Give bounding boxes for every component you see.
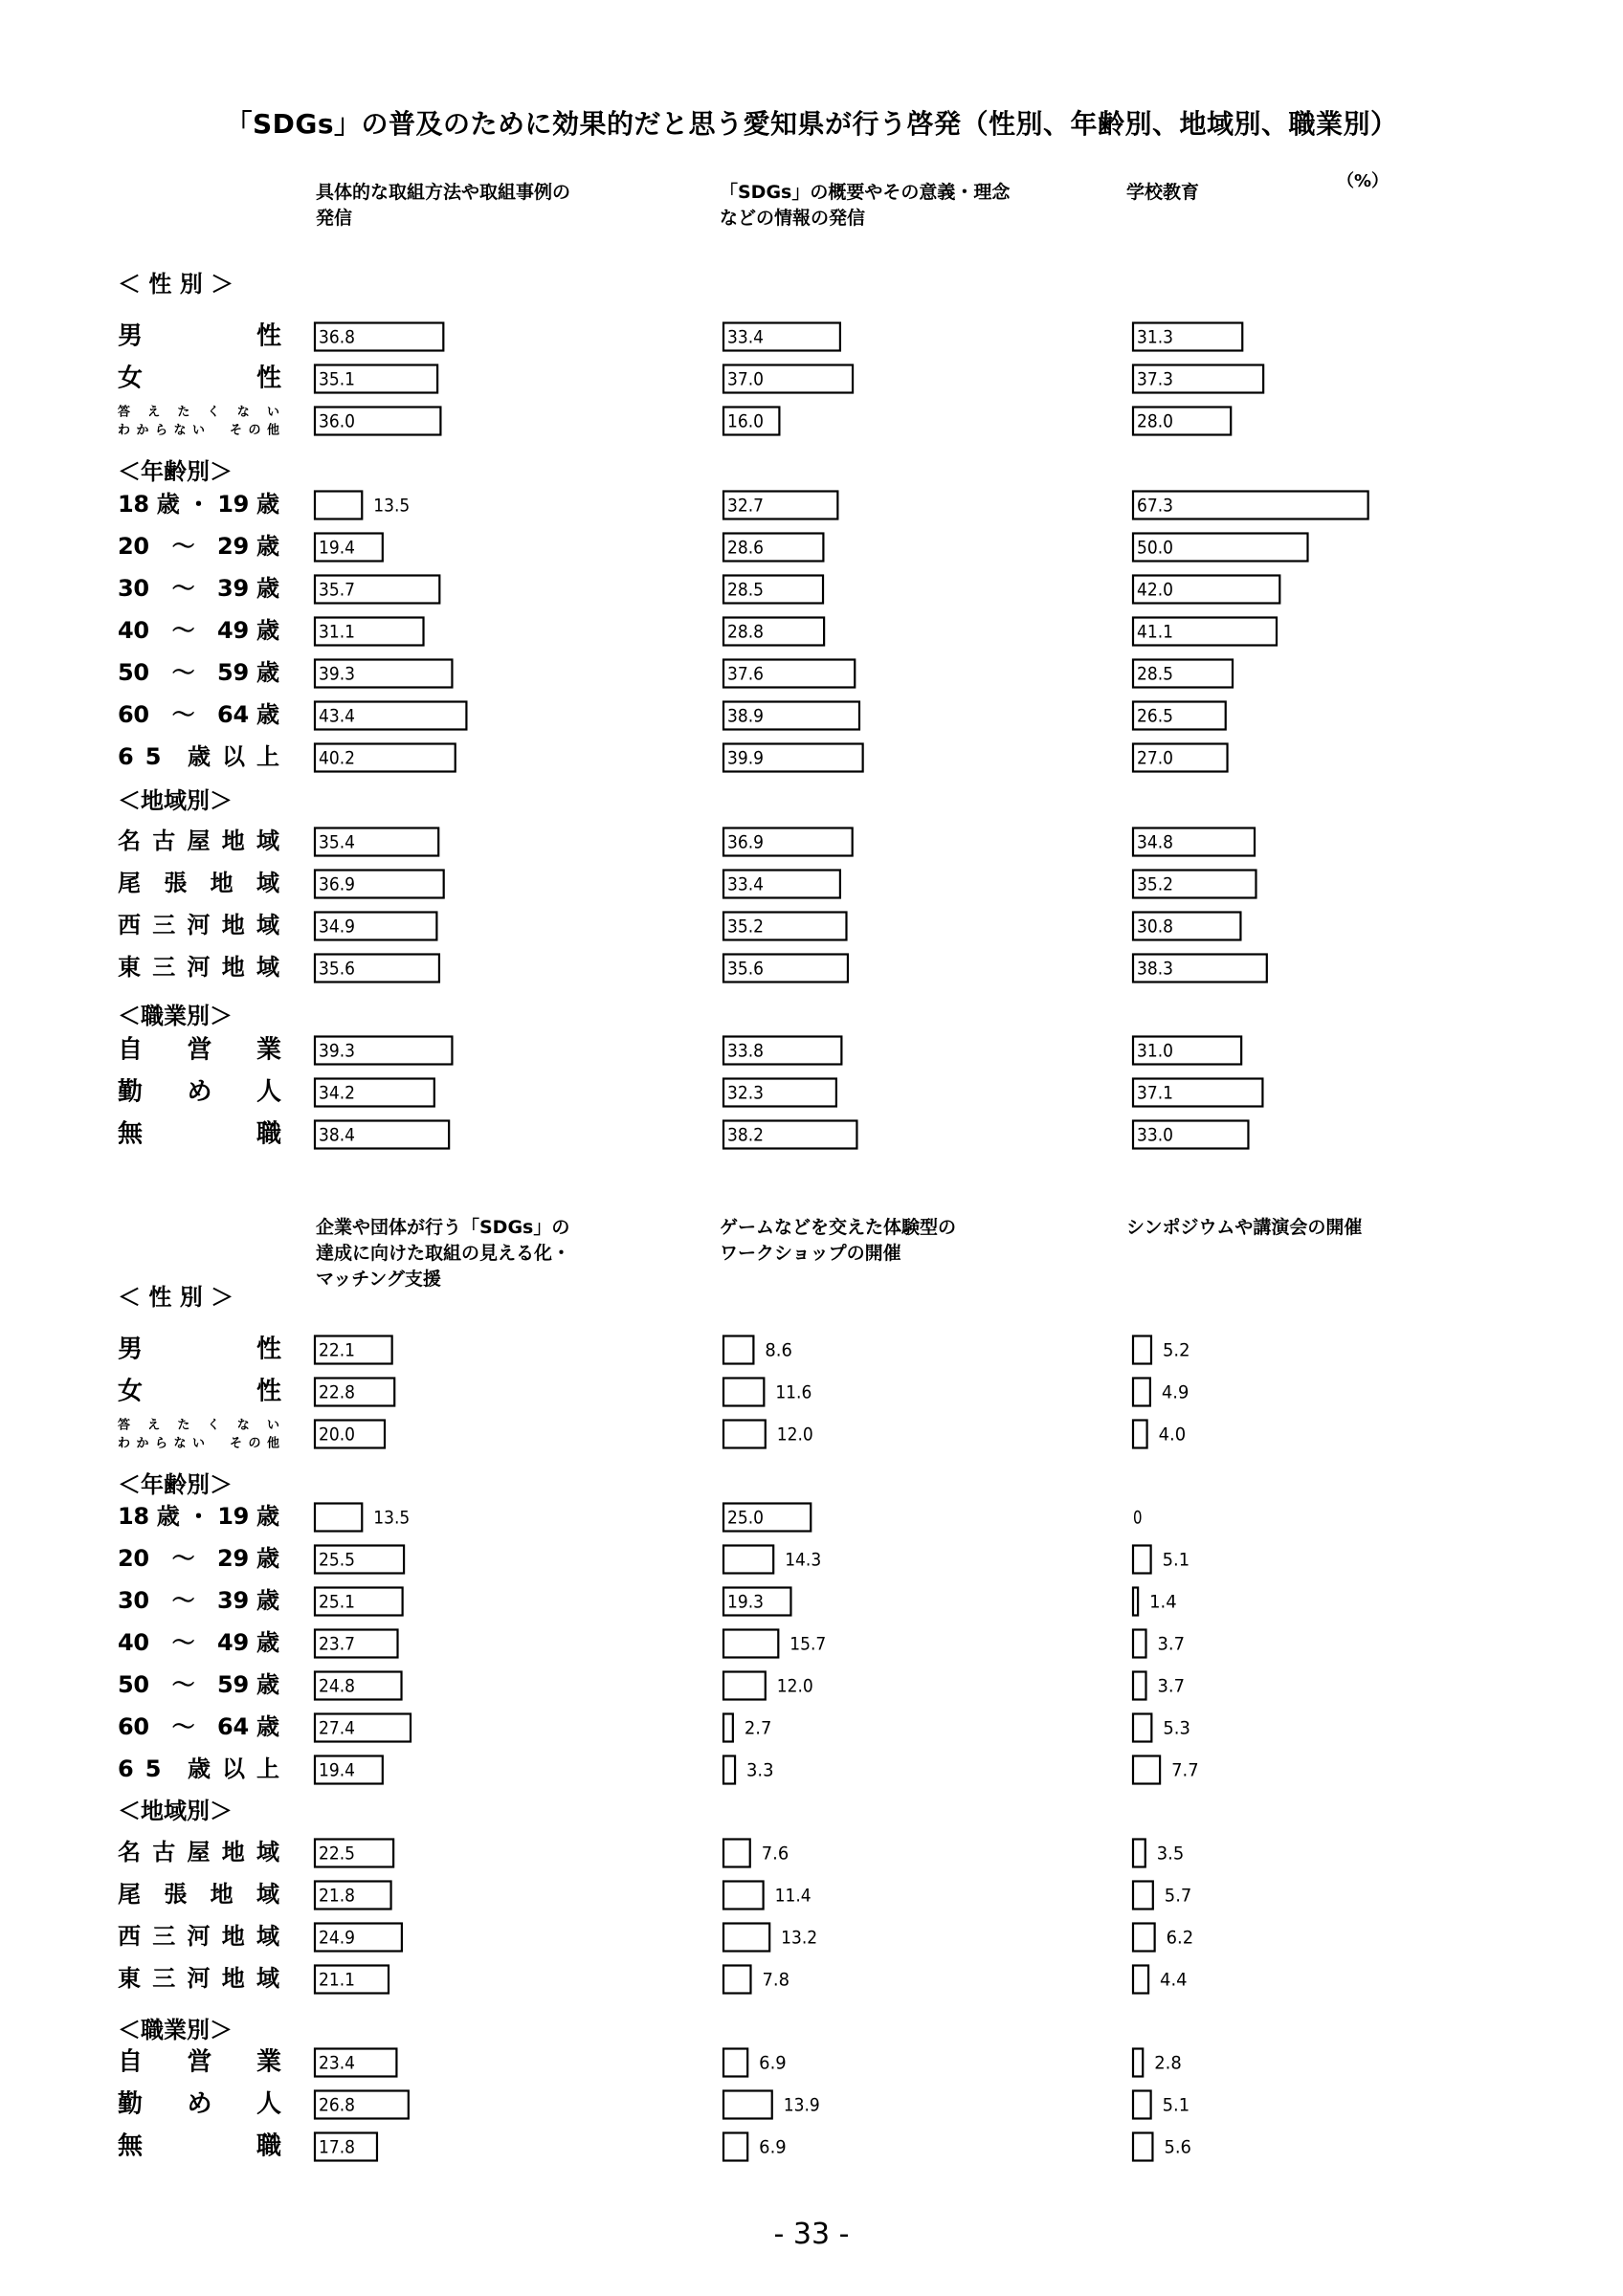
- upper-row-label-0-char-1: 性: [256, 321, 282, 351]
- lower-bar-s2-r7: [1133, 1672, 1146, 1700]
- lower-value-label-s0-r13: 21.1: [319, 1969, 355, 1991]
- lower-bar-s1-r9: [723, 1756, 735, 1784]
- lower-row-label-2-line2: わからない その他: [118, 1436, 279, 1451]
- upper-row-label-7: 50 ～ 59 歳: [118, 659, 279, 686]
- lower-bar-s1-r14: [723, 2049, 747, 2077]
- upper-header-3: 学校教育: [1126, 182, 1200, 203]
- upper-row-label-15-char-2: 人: [256, 1077, 282, 1107]
- lower-value-label-s2-r2: 4.0: [1158, 1424, 1187, 1446]
- upper-value-label-s1-r1: 37.0: [727, 368, 764, 390]
- lower-value-label-s2-r8: 5.3: [1163, 1717, 1190, 1739]
- upper-value-label-s0-r7: 39.3: [319, 663, 355, 685]
- lower-header-3: シンポジウムや講演会の開催: [1126, 1217, 1363, 1238]
- lower-row-label-1-char-1: 性: [256, 1377, 282, 1406]
- upper-row-label-15-char-1: め: [187, 1077, 212, 1107]
- lower-bar-s1-r10: [723, 1840, 750, 1867]
- upper-value-label-s0-r15: 34.2: [319, 1082, 355, 1104]
- lower-value-label-s0-r4: 25.5: [319, 1549, 355, 1571]
- upper-value-label-s2-r4: 50.0: [1137, 537, 1173, 559]
- upper-value-label-s0-r16: 38.4: [319, 1124, 355, 1146]
- upper-value-label-s0-r12: 34.9: [319, 916, 355, 938]
- lower-bar-s2-r14: [1133, 2049, 1143, 2077]
- lower-value-label-s0-r9: 19.4: [319, 1759, 355, 1781]
- lower-value-label-s2-r0: 5.2: [1162, 1339, 1190, 1361]
- upper-row-label-14-char-0: 自: [118, 1035, 144, 1065]
- lower-bar-s2-r13: [1133, 1966, 1148, 1994]
- upper-value-label-s2-r3: 67.3: [1137, 495, 1173, 517]
- upper-header-2: 「SDGs」の概要やその意義・理念 などの情報の発信: [720, 182, 1011, 229]
- lower-value-label-s1-r16: 6.9: [759, 2136, 787, 2158]
- upper-value-label-s1-r13: 35.6: [727, 958, 764, 980]
- lower-bar-s2-r10: [1133, 1840, 1145, 1867]
- lower-header-1: 企業や団体が行う「SDGs」の 達成に向けた取組の見える化・ マッチング支援: [316, 1217, 571, 1290]
- upper-row-label-16-char-1: 職: [256, 1119, 282, 1149]
- upper-value-label-s2-r12: 30.8: [1137, 916, 1173, 938]
- lower-value-label-s1-r4: 14.3: [785, 1549, 822, 1571]
- lower-row-label-15-char-2: 人: [256, 2089, 282, 2119]
- upper-row-label-1-char-1: 性: [256, 364, 282, 393]
- lower-bar-s2-r15: [1133, 2091, 1151, 2119]
- upper-value-label-s2-r2: 28.0: [1137, 410, 1173, 432]
- upper-value-label-s2-r13: 38.3: [1137, 958, 1173, 980]
- lower-bar-s2-r9: [1133, 1756, 1160, 1784]
- lower-bar-s2-r12: [1133, 1924, 1155, 1952]
- upper-row-label-9: 6 5 歳 以 上: [118, 743, 279, 770]
- lower-value-label-s2-r1: 4.9: [1161, 1381, 1189, 1403]
- upper-row-label-6: 40 ～ 49 歳: [118, 617, 279, 644]
- upper-row-label-14-char-2: 業: [256, 1035, 282, 1065]
- upper-value-label-s0-r5: 35.7: [319, 579, 355, 601]
- upper-value-label-s2-r5: 42.0: [1137, 579, 1173, 601]
- upper-value-label-s1-r15: 32.3: [727, 1082, 764, 1104]
- upper-value-label-s0-r3: 13.5: [373, 495, 411, 517]
- lower-row-label-7: 50 ～ 59 歳: [118, 1671, 279, 1698]
- lower-value-label-s1-r12: 13.2: [781, 1927, 818, 1949]
- lower-bar-s1-r1: [723, 1379, 764, 1406]
- lower-bar-s2-r5: [1133, 1588, 1138, 1616]
- lower-row-label-16-char-1: 職: [256, 2131, 282, 2161]
- lower-value-label-s0-r5: 25.1: [319, 1591, 355, 1613]
- lower-row-label-16-char-0: 無: [118, 2131, 144, 2161]
- lower-value-label-s0-r1: 22.8: [319, 1381, 355, 1403]
- upper-row-label-10: 名 古 屋 地 域: [118, 828, 279, 854]
- lower-bar-s2-r11: [1133, 1882, 1153, 1910]
- upper-value-label-s1-r12: 35.2: [727, 916, 764, 938]
- upper-value-label-s1-r16: 38.2: [727, 1124, 764, 1146]
- lower-value-label-s0-r10: 22.5: [319, 1843, 355, 1865]
- lower-value-label-s2-r3: 0: [1133, 1507, 1143, 1529]
- lower-row-label-11: 尾 張 地 域: [118, 1881, 279, 1908]
- upper-row-label-13: 東 三 河 地 域: [118, 954, 279, 981]
- lower-value-label-s1-r0: 8.6: [765, 1339, 792, 1361]
- upper-row-label-5: 30 ～ 39 歳: [118, 575, 279, 602]
- lower-row-label-0-char-1: 性: [256, 1335, 282, 1364]
- lower-bar-s1-r11: [723, 1882, 764, 1910]
- upper-value-label-s1-r5: 28.5: [727, 579, 764, 601]
- upper-bar-s0-r3: [315, 492, 362, 519]
- lower-row-label-4: 20 ～ 29 歳: [118, 1545, 279, 1572]
- upper-value-label-s0-r10: 35.4: [319, 831, 355, 853]
- upper-value-label-s1-r6: 28.8: [727, 621, 764, 643]
- upper-value-label-s1-r10: 36.9: [727, 831, 764, 853]
- lower-value-label-s2-r9: 7.7: [1171, 1759, 1199, 1781]
- lower-bar-s0-r3: [315, 1504, 362, 1532]
- lower-value-label-s2-r10: 3.5: [1156, 1843, 1185, 1865]
- lower-value-label-s2-r13: 4.4: [1160, 1969, 1188, 1991]
- upper-row-label-12: 西 三 河 地 域: [118, 912, 279, 938]
- lower-group-label-2: ＜地域別＞: [118, 1798, 233, 1824]
- upper-value-label-s1-r4: 28.6: [727, 537, 764, 559]
- upper-value-label-s2-r6: 41.1: [1137, 621, 1173, 643]
- lower-value-label-s1-r6: 15.7: [789, 1633, 827, 1655]
- lower-group-label-1: ＜年齢別＞: [118, 1471, 233, 1498]
- lower-row-label-8: 60 ～ 64 歳: [118, 1713, 279, 1740]
- upper-value-label-s1-r14: 33.8: [727, 1040, 764, 1062]
- upper-row-label-3: 18 歳 ・ 19 歳: [118, 491, 279, 518]
- lower-value-label-s0-r15: 26.8: [319, 2094, 355, 2116]
- upper-value-label-s1-r2: 16.0: [727, 410, 764, 432]
- lower-value-label-s2-r12: 6.2: [1166, 1927, 1194, 1949]
- lower-value-label-s0-r8: 27.4: [319, 1717, 355, 1739]
- upper-value-label-s0-r9: 40.2: [319, 747, 355, 769]
- lower-value-label-s1-r11: 11.4: [774, 1885, 812, 1907]
- lower-value-label-s1-r15: 13.9: [783, 2094, 820, 2116]
- upper-value-label-s0-r4: 19.4: [319, 537, 355, 559]
- upper-value-label-s0-r0: 36.8: [319, 326, 355, 348]
- upper-value-label-s2-r0: 31.3: [1137, 326, 1173, 348]
- page-number: - 33 -: [773, 2218, 850, 2251]
- lower-row-label-6: 40 ～ 49 歳: [118, 1629, 279, 1656]
- upper-group-label-0: ＜ 性 別 ＞: [118, 271, 234, 298]
- lower-bar-s1-r8: [723, 1714, 733, 1742]
- lower-bar-s2-r16: [1133, 2133, 1152, 2161]
- lower-bar-s2-r8: [1133, 1714, 1151, 1742]
- upper-group-label-1: ＜年齢別＞: [118, 458, 233, 485]
- lower-bar-s1-r13: [723, 1966, 750, 1994]
- lower-group-label-3: ＜職業別＞: [118, 2017, 233, 2043]
- upper-value-label-s0-r8: 43.4: [319, 705, 355, 727]
- upper-value-label-s1-r11: 33.4: [727, 873, 764, 895]
- upper-group-label-3: ＜職業別＞: [118, 1003, 233, 1029]
- lower-value-label-s1-r3: 25.0: [727, 1507, 764, 1529]
- lower-bar-s2-r0: [1133, 1336, 1151, 1364]
- lower-row-label-0-char-0: 男: [118, 1335, 144, 1364]
- lower-row-label-12: 西 三 河 地 域: [118, 1923, 279, 1950]
- lower-value-label-s1-r10: 7.6: [761, 1843, 789, 1865]
- lower-value-label-s1-r13: 7.8: [762, 1969, 789, 1991]
- lower-row-label-15-char-0: 勤: [118, 2089, 144, 2119]
- lower-row-label-2-line1: 答 え た く な い: [118, 1418, 279, 1433]
- upper-value-label-s2-r14: 31.0: [1137, 1040, 1173, 1062]
- lower-bar-s1-r16: [723, 2133, 747, 2161]
- lower-bar-s1-r0: [723, 1336, 753, 1364]
- lower-value-label-s1-r9: 3.3: [746, 1759, 774, 1781]
- lower-bar-s1-r7: [723, 1672, 766, 1700]
- lower-value-label-s2-r16: 5.6: [1164, 2136, 1191, 2158]
- upper-row-label-16-char-0: 無: [118, 1119, 144, 1149]
- upper-value-label-s2-r11: 35.2: [1137, 873, 1173, 895]
- upper-row-label-14-char-1: 営: [187, 1035, 212, 1065]
- lower-value-label-s1-r7: 12.0: [776, 1675, 813, 1697]
- upper-row-label-15-char-0: 勤: [118, 1077, 144, 1107]
- upper-header-1: 具体的な取組方法や取組事例の 発信: [316, 182, 571, 229]
- upper-row-label-0-char-0: 男: [118, 321, 144, 351]
- lower-value-label-s0-r14: 23.4: [319, 2052, 355, 2074]
- upper-value-label-s1-r8: 38.9: [727, 705, 764, 727]
- lower-row-label-13: 東 三 河 地 域: [118, 1965, 279, 1992]
- lower-value-label-s1-r8: 2.7: [744, 1717, 772, 1739]
- lower-row-label-14-char-2: 業: [256, 2047, 282, 2077]
- lower-row-label-15-char-1: め: [187, 2089, 212, 2119]
- upper-value-label-s0-r13: 35.6: [319, 958, 355, 980]
- lower-value-label-s0-r7: 24.8: [319, 1675, 355, 1697]
- lower-value-label-s0-r16: 17.8: [319, 2136, 355, 2158]
- lower-value-label-s2-r14: 2.8: [1154, 2052, 1182, 2074]
- upper-value-label-s1-r7: 37.6: [727, 663, 764, 685]
- lower-value-label-s2-r4: 5.1: [1162, 1549, 1190, 1571]
- lower-value-label-s0-r3: 13.5: [373, 1507, 411, 1529]
- lower-value-label-s2-r7: 3.7: [1157, 1675, 1186, 1697]
- lower-row-label-14-char-0: 自: [118, 2047, 144, 2077]
- lower-value-label-s2-r5: 1.4: [1149, 1591, 1177, 1613]
- upper-value-label-s0-r2: 36.0: [319, 410, 355, 432]
- lower-bar-s1-r6: [723, 1630, 778, 1658]
- upper-value-label-s2-r15: 37.1: [1137, 1082, 1173, 1104]
- unit-label: （%）: [1337, 171, 1390, 191]
- upper-value-label-s2-r16: 33.0: [1137, 1124, 1173, 1146]
- lower-value-label-s2-r6: 3.7: [1157, 1633, 1186, 1655]
- upper-value-label-s0-r6: 31.1: [319, 621, 355, 643]
- lower-value-label-s1-r1: 11.6: [775, 1381, 812, 1403]
- lower-value-label-s0-r11: 21.8: [319, 1885, 355, 1907]
- lower-group-label-0: ＜ 性 別 ＞: [118, 1284, 234, 1311]
- lower-bar-s1-r2: [723, 1421, 766, 1448]
- upper-value-label-s2-r8: 26.5: [1137, 705, 1173, 727]
- upper-value-label-s1-r0: 33.4: [727, 326, 764, 348]
- upper-row-label-2-line2: わからない その他: [118, 423, 279, 438]
- lower-bar-s2-r2: [1133, 1421, 1147, 1448]
- lower-bar-s2-r6: [1133, 1630, 1146, 1658]
- lower-bar-s1-r4: [723, 1546, 773, 1574]
- lower-value-label-s0-r0: 22.1: [319, 1339, 355, 1361]
- upper-row-label-4: 20 ～ 29 歳: [118, 533, 279, 560]
- lower-row-label-3: 18 歳 ・ 19 歳: [118, 1503, 279, 1530]
- upper-value-label-s1-r3: 32.7: [727, 495, 764, 517]
- lower-row-label-10: 名 古 屋 地 域: [118, 1839, 279, 1866]
- lower-value-label-s1-r5: 19.3: [727, 1591, 764, 1613]
- upper-group-label-2: ＜地域別＞: [118, 787, 233, 814]
- lower-row-label-9: 6 5 歳 以 上: [118, 1755, 279, 1782]
- page-title: 「SDGs」の普及のために効果的だと思う愛知県が行う啓発（性別、年齢別、地域別、職業別）: [225, 108, 1398, 140]
- upper-row-label-1-char-0: 女: [118, 364, 144, 393]
- upper-row-label-2-line1: 答 え た く な い: [118, 405, 279, 420]
- lower-row-label-5: 30 ～ 39 歳: [118, 1587, 279, 1614]
- upper-value-label-s1-r9: 39.9: [727, 747, 764, 769]
- lower-value-label-s2-r15: 5.1: [1162, 2094, 1190, 2116]
- lower-value-label-s2-r11: 5.7: [1164, 1885, 1192, 1907]
- upper-value-label-s0-r11: 36.9: [319, 873, 355, 895]
- upper-value-label-s2-r1: 37.3: [1137, 368, 1173, 390]
- upper-row-label-8: 60 ～ 64 歳: [118, 701, 279, 728]
- lower-bar-s2-r4: [1133, 1546, 1151, 1574]
- lower-value-label-s1-r14: 6.9: [759, 2052, 787, 2074]
- lower-bar-s2-r1: [1133, 1379, 1150, 1406]
- upper-value-label-s0-r1: 35.1: [319, 368, 355, 390]
- lower-value-label-s0-r6: 23.7: [319, 1633, 355, 1655]
- lower-row-label-14-char-1: 営: [187, 2047, 212, 2077]
- lower-value-label-s1-r2: 12.0: [776, 1424, 813, 1446]
- upper-value-label-s2-r10: 34.8: [1137, 831, 1173, 853]
- upper-value-label-s2-r7: 28.5: [1137, 663, 1173, 685]
- upper-row-label-11: 尾 張 地 域: [118, 870, 279, 896]
- lower-value-label-s0-r12: 24.9: [319, 1927, 355, 1949]
- lower-header-2: ゲームなどを交えた体験型の ワークショップの開催: [720, 1217, 957, 1264]
- upper-value-label-s0-r14: 39.3: [319, 1040, 355, 1062]
- lower-value-label-s0-r2: 20.0: [319, 1424, 355, 1446]
- lower-row-label-1-char-0: 女: [118, 1377, 144, 1406]
- lower-bar-s1-r15: [723, 2091, 772, 2119]
- upper-value-label-s2-r9: 27.0: [1137, 747, 1173, 769]
- lower-bar-s1-r12: [723, 1924, 769, 1952]
